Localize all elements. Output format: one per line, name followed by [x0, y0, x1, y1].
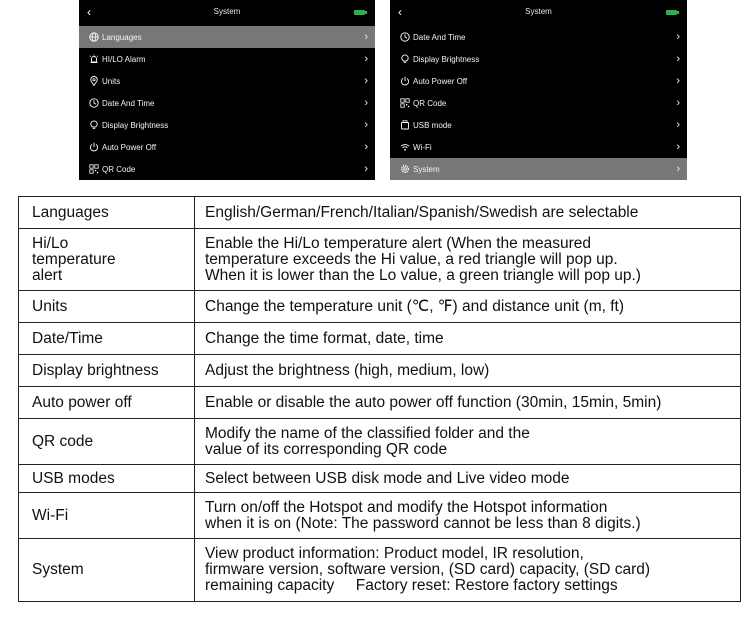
- setting-name-cell: [19, 419, 195, 465]
- setting-description-cell: [195, 387, 741, 419]
- setting-description-line: temperature exceeds the Hi value, a red triangle will pop up.: [205, 250, 618, 268]
- chevron-right-icon: ›: [364, 75, 368, 87]
- menu-item-qr-code[interactable]: [79, 158, 375, 180]
- lightbulb-icon: [399, 54, 410, 65]
- menu-item-label: Display Brightness: [413, 54, 480, 64]
- setting-description-line: Modify the name of the classified folder and the: [205, 424, 530, 442]
- setting-name-line: USB modes: [32, 469, 115, 487]
- menu-item-label: Units: [102, 76, 121, 86]
- setting-name-line: Date/Time: [32, 329, 103, 347]
- setting-description-cell: [195, 323, 741, 355]
- menu-item-label: Wi-Fi: [413, 142, 432, 152]
- menu-item-label: Date And Time: [413, 32, 466, 42]
- menu-list: [390, 26, 687, 180]
- setting-description-cell: [195, 291, 741, 323]
- menu-item-label: USB mode: [413, 120, 452, 130]
- chevron-right-icon: ›: [676, 31, 680, 43]
- menu-item-label: Auto Power Off: [102, 142, 157, 152]
- chevron-right-icon: ›: [676, 163, 680, 175]
- table-row: [19, 197, 741, 229]
- menu-item-display-brightness[interactable]: [390, 48, 687, 70]
- power-icon: [399, 76, 410, 87]
- setting-name-line: Display brightness: [32, 361, 159, 379]
- setting-description-line: When it is lower than the Lo value, a green triangle will pop up.): [205, 266, 641, 284]
- setting-description-line: English/German/French/Italian/Spanish/Swedish are selectable: [205, 203, 639, 221]
- settings-description-table: [18, 196, 741, 602]
- menu-list: [79, 26, 375, 180]
- setting-name-line: QR code: [32, 432, 94, 450]
- table-row: [19, 465, 741, 493]
- setting-description-cell: [195, 355, 741, 387]
- table-row: [19, 291, 741, 323]
- gear-icon: [399, 164, 410, 175]
- setting-description-line: remaining capacity Factory reset: Restore factory settings: [205, 577, 618, 594]
- setting-name-cell: [19, 355, 195, 387]
- setting-description-cell: [195, 493, 741, 539]
- table-row: [19, 539, 741, 602]
- device-screen-menu-1: [79, 0, 375, 180]
- setting-name-line: Wi-Fi: [32, 506, 69, 524]
- setting-name-line: Hi/Lo: [32, 234, 69, 252]
- back-chevron-icon[interactable]: ‹: [398, 5, 402, 19]
- chevron-right-icon: ›: [676, 141, 680, 153]
- menu-item-wi-fi[interactable]: [390, 136, 687, 158]
- chevron-right-icon: ›: [364, 53, 368, 65]
- table-row: [19, 493, 741, 539]
- setting-name-cell: [19, 323, 195, 355]
- screen-title: System: [213, 7, 241, 16]
- lightbulb-icon: [88, 120, 99, 131]
- chevron-right-icon: ›: [676, 75, 680, 87]
- usb-icon: [399, 120, 410, 131]
- clock-icon: [399, 32, 410, 43]
- setting-name-cell: [19, 465, 195, 493]
- menu-item-date-and-time[interactable]: [390, 26, 687, 48]
- chevron-right-icon: ›: [364, 163, 368, 175]
- power-icon: [88, 142, 99, 153]
- table-row: [19, 355, 741, 387]
- chevron-right-icon: ›: [676, 53, 680, 65]
- menu-item-display-brightness[interactable]: [79, 114, 375, 136]
- back-chevron-icon[interactable]: ‹: [87, 5, 91, 19]
- setting-description-line: Change the time format, date, time: [205, 329, 444, 347]
- setting-description-line: View product information: Product model, IR resolution,: [205, 545, 584, 562]
- setting-description-cell: [195, 465, 741, 493]
- menu-item-label: QR Code: [102, 164, 136, 174]
- device-screen-menu-2: [390, 0, 687, 180]
- table-row: [19, 387, 741, 419]
- battery-icon: [666, 10, 677, 15]
- setting-name-line: Units: [32, 297, 68, 315]
- setting-name-line: Auto power off: [32, 393, 132, 411]
- setting-description-cell: [195, 229, 741, 291]
- chevron-right-icon: ›: [676, 119, 680, 131]
- setting-description-line: Enable or disable the auto power off function (30min, 15min, 5min): [205, 393, 662, 411]
- setting-description-line: value of its corresponding QR code: [205, 440, 448, 458]
- menu-item-languages[interactable]: [79, 26, 375, 48]
- qr-code-icon: [88, 164, 99, 175]
- setting-name-cell: [19, 493, 195, 539]
- setting-description-line: Enable the Hi/Lo temperature alert (When the measured: [205, 234, 591, 252]
- clock-icon: [88, 98, 99, 109]
- chevron-right-icon: ›: [364, 119, 368, 131]
- chevron-right-icon: ›: [676, 97, 680, 109]
- menu-item-label: Display Brightness: [102, 120, 169, 130]
- chevron-right-icon: ›: [364, 31, 368, 43]
- menu-item-label: Auto Power Off: [413, 76, 468, 86]
- setting-description-line: when it is on (Note: The password cannot be less than 8 digits.): [205, 514, 641, 532]
- menu-item-label: QR Code: [413, 98, 447, 108]
- menu-item-units[interactable]: [79, 70, 375, 92]
- table-row: [19, 323, 741, 355]
- screen-title: System: [525, 7, 552, 16]
- menu-item-system[interactable]: [390, 158, 687, 180]
- alarm-icon: [88, 54, 99, 65]
- setting-description-cell: [195, 539, 741, 602]
- table-row: [19, 419, 741, 465]
- menu-item-label: HI/LO Alarm: [102, 54, 146, 64]
- table-row: [19, 229, 741, 291]
- location-pin-icon: [88, 76, 99, 87]
- setting-name-line: Languages: [32, 203, 109, 221]
- qr-code-icon: [399, 98, 410, 109]
- globe-icon: [88, 32, 99, 43]
- setting-name-cell: [19, 387, 195, 419]
- setting-name-line: System: [32, 561, 84, 578]
- chevron-right-icon: ›: [364, 97, 368, 109]
- menu-item-label: System: [413, 164, 440, 174]
- screen-header: [390, 0, 687, 26]
- setting-description-line: Turn on/off the Hotspot and modify the Hotspot information: [205, 498, 608, 516]
- setting-name-cell: [19, 197, 195, 229]
- setting-description-cell: [195, 419, 741, 465]
- setting-name-cell: [19, 229, 195, 291]
- wifi-icon: [399, 142, 410, 153]
- menu-item-date-and-time[interactable]: [79, 92, 375, 114]
- menu-item-label: Date And Time: [102, 98, 155, 108]
- menu-item-auto-power-off[interactable]: [390, 70, 687, 92]
- menu-item-label: Languages: [102, 32, 142, 42]
- setting-description-line: Change the temperature unit (℃, ℉) and distance unit (m, ft): [205, 297, 624, 315]
- setting-name-cell: [19, 291, 195, 323]
- setting-name-line: temperature: [32, 250, 116, 268]
- screen-header: [79, 0, 375, 26]
- menu-item-hi-lo-alarm[interactable]: [79, 48, 375, 70]
- menu-item-usb-mode[interactable]: [390, 114, 687, 136]
- battery-icon: [354, 10, 365, 15]
- setting-name-line: alert: [32, 266, 63, 284]
- setting-description-line: firmware version, software version, (SD card) capacity, (SD card): [205, 561, 651, 578]
- menu-item-qr-code[interactable]: [390, 92, 687, 114]
- setting-description-line: Adjust the brightness (high, medium, low): [205, 361, 490, 379]
- chevron-right-icon: ›: [364, 141, 368, 153]
- setting-description-cell: [195, 197, 741, 229]
- setting-description-line: Select between USB disk mode and Live video mode: [205, 469, 570, 487]
- menu-item-auto-power-off[interactable]: [79, 136, 375, 158]
- setting-name-cell: [19, 539, 195, 602]
